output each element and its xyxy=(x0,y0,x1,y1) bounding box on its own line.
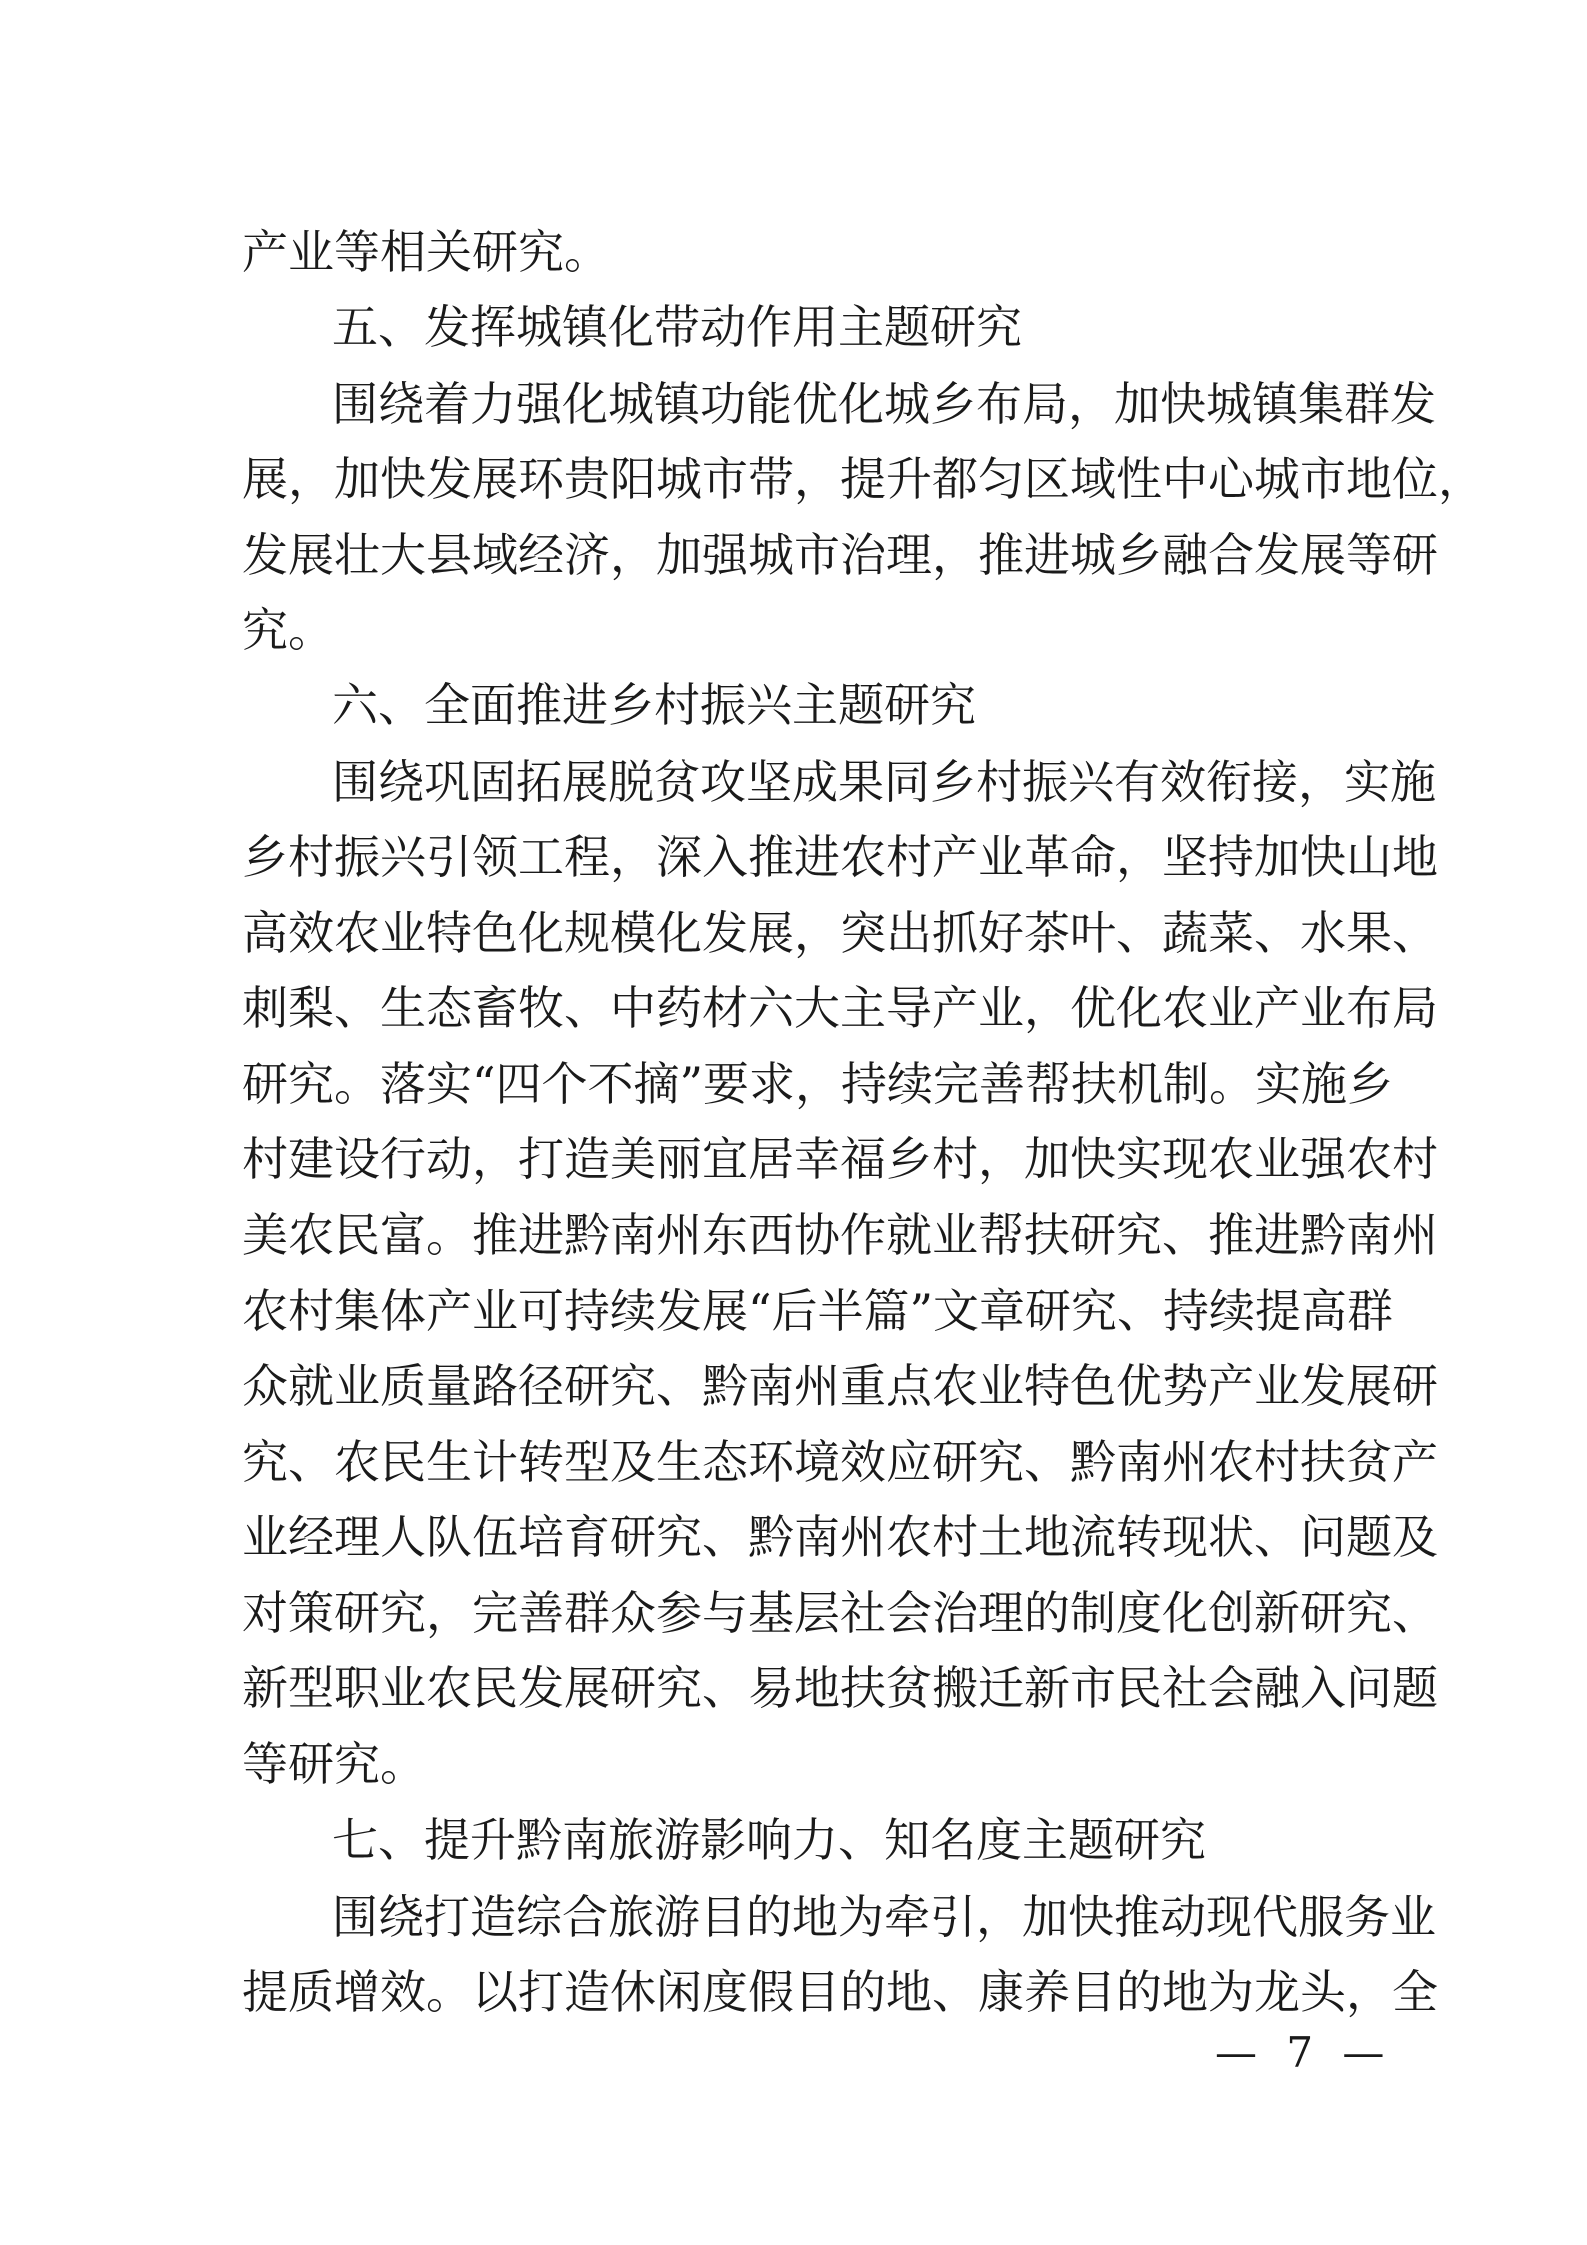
paragraph-line: 刺梨、生态畜牧、中药材六大主导产业，优化农业产业布局 xyxy=(242,981,1438,1035)
paragraph-line: 展，加快发展环贵阳城市带，提升都匀区域性中心城市地位， xyxy=(242,452,1484,506)
paragraph-line: 发展壮大县域经济，加强城市治理，推进城乡融合发展等研 xyxy=(242,528,1438,582)
paragraph-line: 研究。落实“四个不摘”要求，持续完善帮扶机制。实施乡 xyxy=(242,1057,1394,1111)
paragraph-line: 究、农民生计转型及生态环境效应研究、黔南州农村扶贫产 xyxy=(242,1435,1438,1489)
paragraph-line: 美农民富。推进黔南州东西协作就业帮扶研究、推进黔南州 xyxy=(242,1208,1438,1262)
paragraph-line: 提质增效。以打造休闲度假目的地、康养目的地为龙头，全 xyxy=(242,1965,1438,2019)
paragraph-line: 高效农业特色化规模化发展，突出抓好茶叶、蔬菜、水果、 xyxy=(242,906,1438,960)
paragraph-line: 农村集体产业可持续发展“后半篇”文章研究、持续提高群 xyxy=(242,1284,1394,1338)
page-number: — 7 — xyxy=(1215,2028,1393,2077)
paragraph-line: 等研究。 xyxy=(242,1737,426,1791)
section-heading-7: 七、提升黔南旅游影响力、知名度主题研究 xyxy=(332,1813,1206,1867)
paragraph-line: 对策研究，完善群众参与基层社会治理的制度化创新研究、 xyxy=(242,1586,1438,1640)
paragraph-line: 新型职业农民发展研究、易地扶贫搬迁新市民社会融入问题 xyxy=(242,1661,1438,1715)
paragraph-line: 乡村振兴引领工程，深入推进农村产业革命，坚持加快山地 xyxy=(242,830,1438,884)
paragraph-line: 围绕打造综合旅游目的地为牵引，加快推动现代服务业 xyxy=(332,1890,1436,1944)
paragraph-line: 众就业质量路径研究、黔南州重点农业特色优势产业发展研 xyxy=(242,1359,1438,1413)
paragraph-line: 产业等相关研究。 xyxy=(242,225,610,279)
section-heading-6: 六、全面推进乡村振兴主题研究 xyxy=(332,678,976,732)
paragraph-line: 业经理人队伍培育研究、黔南州农村土地流转现状、问题及 xyxy=(242,1510,1438,1564)
paragraph-line: 究。 xyxy=(242,603,334,657)
paragraph-line: 围绕着力强化城镇功能优化城乡布局，加快城镇集群发 xyxy=(332,377,1436,431)
paragraph-line: 围绕巩固拓展脱贫攻坚成果同乡村振兴有效衔接，实施 xyxy=(332,755,1436,809)
paragraph-line: 村建设行动，打造美丽宜居幸福乡村，加快实现农业强农村 xyxy=(242,1132,1438,1186)
section-heading-5: 五、发挥城镇化带动作用主题研究 xyxy=(332,300,1022,354)
